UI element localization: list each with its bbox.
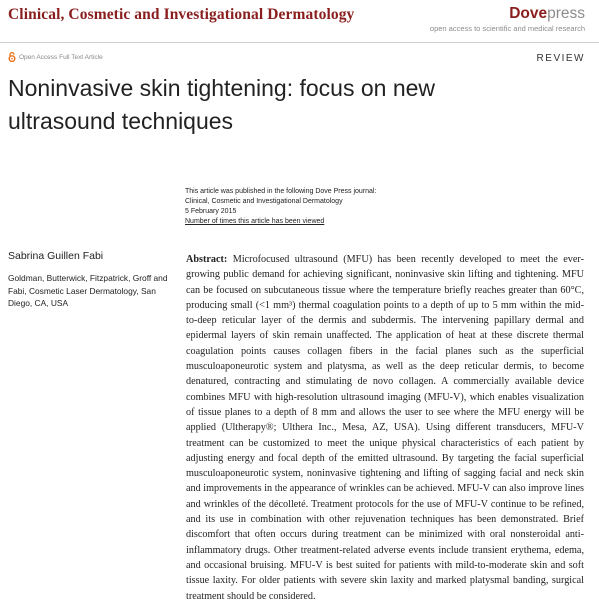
publisher-tagline: open access to scientific and medical research [429, 24, 585, 33]
author-affiliation: Goldman, Butterwick, Fitzpatrick, Groff and Fabi, Cosmetic Laser Dermatology, San Diego, CA, USA [8, 273, 168, 308]
abstract [186, 252, 584, 604]
publication-note-intro: This article was published in the following Dove Press journal: [185, 188, 377, 195]
abstract-text: Microfocused ultrasound (MFU) has been recently developed to meet the ever-growing public demand for achieving significant, noninvasive skin lifting and tightening. MFU can be focused on subcutaneous tissue where the temperature briefly reaches greater than 60°C, producing small (<1 mm³) thermal coagulation points to a depth of up to 5 mm within the mid-to-deep reticular layer of the dermis and subdermis. The intervening papillary dermal and epidermal layers of skin remain unaffected. The application of heat at these discrete thermal coagulation points causes collagen fibers in the facial planes such as the superficial musculoaponeurotic system and platysma, as well as the deep reticular dermis, to become denatured, contracting and stimulating de novo collagen. A commercially available device combines MFU with high-resolution ultrasound imaging (MFU-V), which enables visualization of tissue planes to a depth of 8 mm and allows the user to see where the MFU energy will be applied (Ultherapy®; Ulthera Inc., Mesa, AZ, USA). Using different transducers, MFU-V treatment can be customized to meet the unique physical characteristics of each patient by adjusting energy and focal depth of the emitted ultrasound. By targeting the facial superficial musculoaponeurotic system, noninvasive tightening and lifting of sagging facial and neck skin and improvements in the appearance of wrinkles can be achieved. MFU-V can also improve lines and wrinkles of the décolleté. Treatment protocols for the use of MFU-V continue to be refined, and its use in combination with other rejuvenation techniques has been demonstrated. Brief discomfort that often occurs during treatment can be minimized with oral nonsteroidal anti-inflammatory drugs. Other treatment-related adverse events include transient erythema, edema, and occasional bruising. MFU-V is best suited for patients with mild-to-moderate skin and soft tissue laxity. For older patients with severe skin laxity and marked platysmal banding, surgical treatment should be considered. [186, 254, 585, 602]
abstract-label: Abstract: [186, 254, 228, 265]
article-views-link[interactable]: Number of times this article has been viewed [185, 218, 325, 225]
publication-note-journal: Clinical, Cosmetic and Investigational Dermatology [185, 198, 343, 205]
article-type-label: REVIEW [536, 53, 585, 64]
journal-title: Clinical, Cosmetic and Investigational Dermatology [8, 6, 355, 23]
publisher-name-bold: Dove [509, 5, 548, 22]
open-access-badge [8, 52, 103, 62]
author-name: Sabrina Guillen Fabi [8, 250, 104, 262]
header-divider [0, 42, 599, 43]
publisher-logo[interactable] [430, 5, 585, 23]
publisher-name-light: press [547, 5, 585, 22]
publisher-block [430, 5, 585, 34]
article-title: Noninvasive skin tightening: focus on new ultrasound techniques [8, 75, 436, 134]
open-access-lock-icon [8, 52, 16, 62]
open-access-label: Open Access Full Text Article [19, 53, 103, 61]
publication-note [185, 187, 376, 227]
publication-date: 5 February 2015 [185, 208, 237, 215]
